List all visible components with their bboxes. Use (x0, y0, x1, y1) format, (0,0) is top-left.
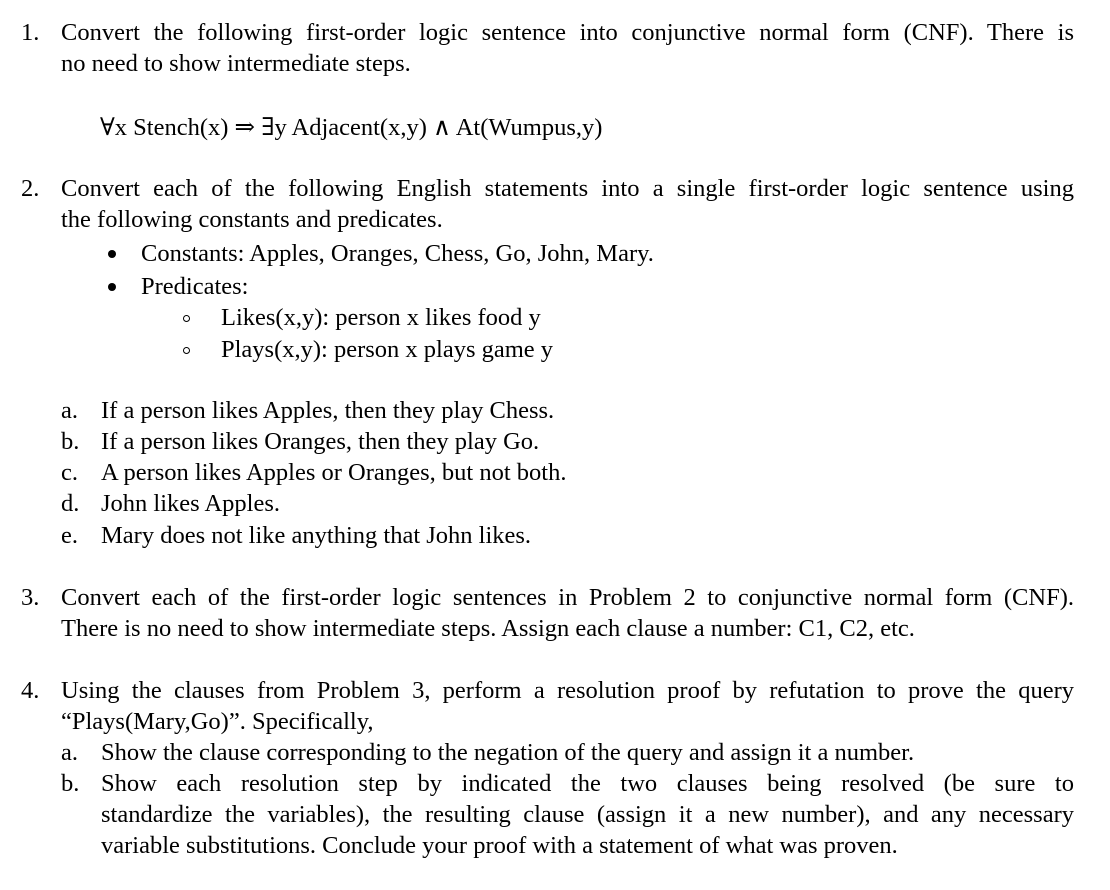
problem-4-number: 4. (21, 677, 40, 704)
constants-bullet: Constants: Apples, Oranges, Chess, Go, John, Mary. (141, 240, 654, 267)
problem-1-text-line-1: Convert the following first-order logic sentence into conjunctive normal form (CNF). There is (61, 19, 1074, 46)
problem-3-text-line-2: There is no need to show intermediate steps. Assign each clause a number: C1, C2, etc. (61, 615, 915, 642)
problem-3-text-line-1: Convert each of the first-order logic sentences in Problem 2 to conjunctive normal form (CNF). (61, 584, 1074, 611)
problem-1-number: 1. (21, 19, 40, 46)
hollow-bullet-icon (183, 347, 190, 354)
step-b-text-line-1: Show each resolution step by indicated the two clauses being resolved (be sure to (101, 770, 1074, 797)
predicate-likes: Likes(x,y): person x likes food y (221, 304, 541, 331)
step-b-letter: b. (61, 770, 80, 797)
step-a-text: Show the clause corresponding to the negation of the query and assign it a number. (101, 739, 915, 766)
predicate-plays: Plays(x,y): person x plays game y (221, 336, 554, 363)
problem-1-text-line-2: no need to show intermediate steps. (61, 50, 411, 77)
hollow-bullet-icon (183, 315, 190, 322)
statement-d: John likes Apples. (101, 490, 280, 517)
statement-c-letter: c. (61, 459, 78, 486)
problem-2-text-line-1: Convert each of the following English statements into a single first-order logic sentence using (61, 175, 1074, 202)
statement-b: If a person likes Oranges, then they play Go. (101, 428, 540, 455)
statement-c: A person likes Apples or Oranges, but not both. (101, 459, 567, 486)
statement-d-letter: d. (61, 490, 80, 517)
problem-3-number: 3. (21, 584, 40, 611)
problem-1-formula: ∀x Stench(x) ⇒ ∃y Adjacent(x,y) ∧ At(Wumpus,y) (100, 114, 603, 141)
problem-2-text-line-2: the following constants and predicates. (61, 206, 443, 233)
predicates-bullet: Predicates: (141, 273, 249, 300)
statement-a-letter: a. (61, 397, 78, 424)
problem-4-text-line-2: “Plays(Mary,Go)”. Specifically, (61, 708, 374, 735)
statement-b-letter: b. (61, 428, 80, 455)
bullet-icon (108, 283, 116, 291)
statement-e: Mary does not like anything that John likes. (101, 522, 532, 549)
bullet-icon (108, 250, 116, 258)
statement-a: If a person likes Apples, then they play Chess. (101, 397, 555, 424)
problem-4-text-line-1: Using the clauses from Problem 3, perform a resolution proof by refutation to prove the query (61, 677, 1074, 704)
problem-2-number: 2. (21, 175, 40, 202)
step-b-text-line-3: variable substitutions. Conclude your proof with a statement of what was proven. (101, 832, 898, 859)
step-b-text-line-2: standardize the variables), the resulting clause (assign it a new number), and any necessary (101, 801, 1074, 828)
statement-e-letter: e. (61, 522, 78, 549)
step-a-letter: a. (61, 739, 78, 766)
